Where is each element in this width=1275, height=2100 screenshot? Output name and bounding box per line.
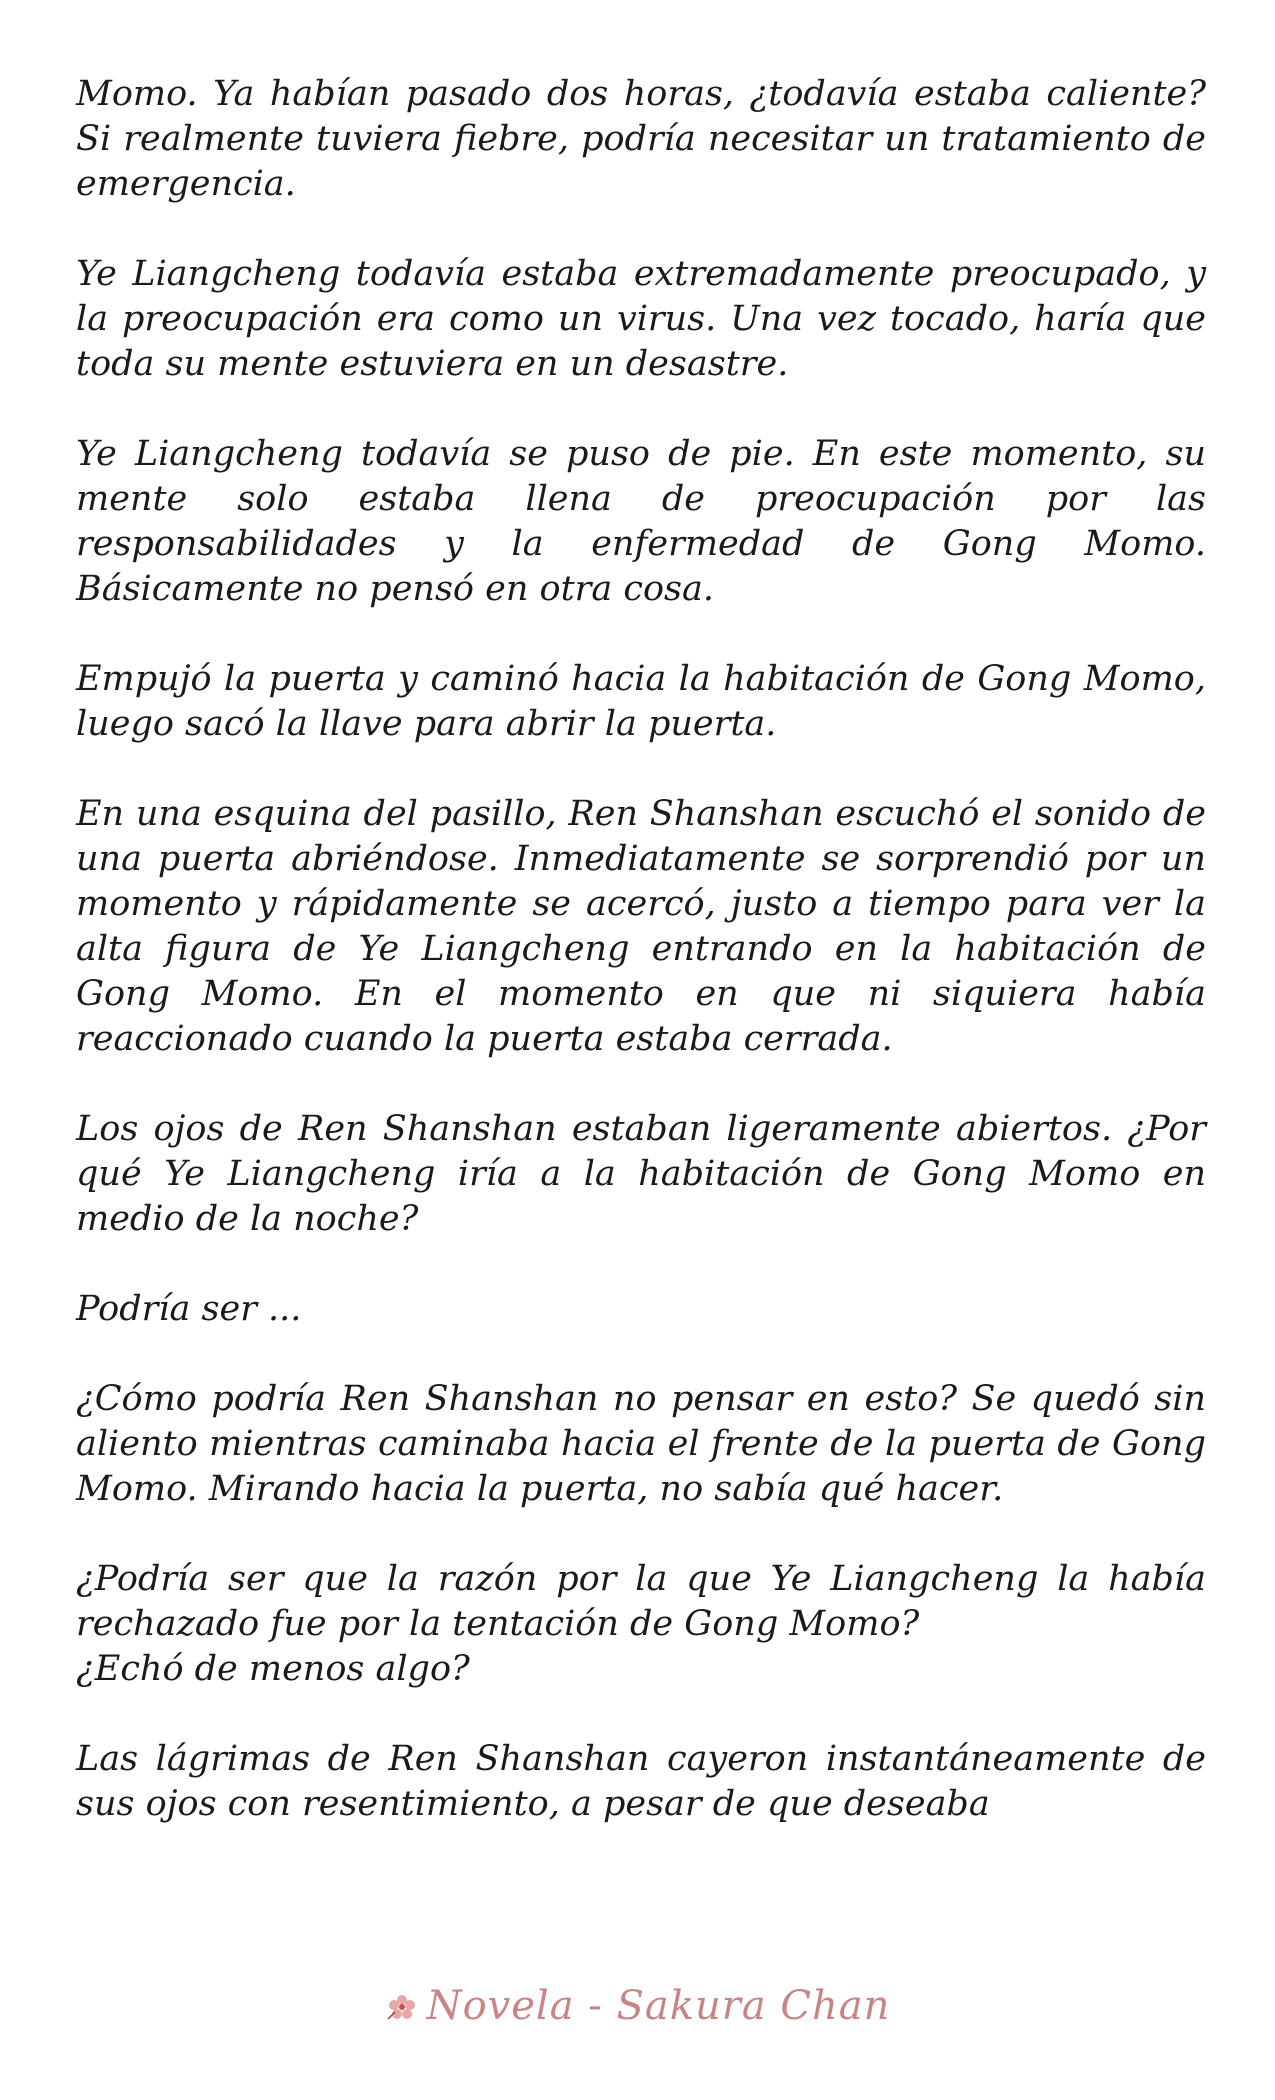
watermark-footer	[0, 1983, 1275, 2032]
paragraph-10: Las lágrimas de Ren Shanshan cayeron instantáneamente de sus ojos con resentimiento, a pesar de que deseaba	[76, 1739, 1218, 1824]
paragraph-3: Ye Liangcheng todavía se puso de pie. En este momento, su mente solo estaba llena de preocupación por las responsabilidades y la enfermedad de Gong Momo. Básicamente no pensó en otra cosa.	[76, 434, 1218, 609]
paragraph-4: Empujó la puerta y caminó hacia la habitación de Gong Momo, luego sacó la llave para abrir la puerta.	[76, 659, 1218, 744]
document-body	[76, 72, 1218, 1872]
sakura-flower-icon	[385, 1986, 419, 2032]
paragraph-2: Ye Liangcheng todavía estaba extremadamente preocupado, y la preocupación era como un virus. Una vez tocado, haría que toda su mente estuviera en un desastre.	[76, 254, 1218, 384]
paragraph-6: Los ojos de Ren Shanshan estaban ligeramente abiertos. ¿Por qué Ye Liangcheng iría a la habitación de Gong Momo en medio de la noche?	[76, 1109, 1218, 1239]
paragraph-1: Momo. Ya habían pasado dos horas, ¿todavía estaba caliente? Si realmente tuviera fiebre, podría necesitar un tratamiento de emergencia.	[76, 74, 1218, 204]
paragraph-5: En una esquina del pasillo, Ren Shanshan escuchó el sonido de una puerta abriéndose. Inmediatamente se sorprendió por un momento y rápidamente se acercó, justo a tiempo para ver la alta figura de Ye Liangcheng entrando en la habitación de Gong Momo. En el momento en que ni siquiera había reaccionado cuando la puerta estaba cerrada.	[76, 794, 1218, 1059]
paragraph-8: ¿Cómo podría Ren Shanshan no pensar en esto? Se quedó sin aliento mientras caminaba hacia el frente de la puerta de Gong Momo. Mirando hacia la puerta, no sabía qué hacer.	[76, 1379, 1218, 1509]
paragraph-9: ¿Podría ser que la razón por la que Ye Liangcheng la había rechazado fue por la tentación de Gong Momo? ¿Echó de menos algo?	[76, 1559, 1218, 1689]
watermark-text: Novela - Sakura Chan	[426, 1983, 891, 2029]
paragraph-7: Podría ser ...	[76, 1289, 302, 1329]
